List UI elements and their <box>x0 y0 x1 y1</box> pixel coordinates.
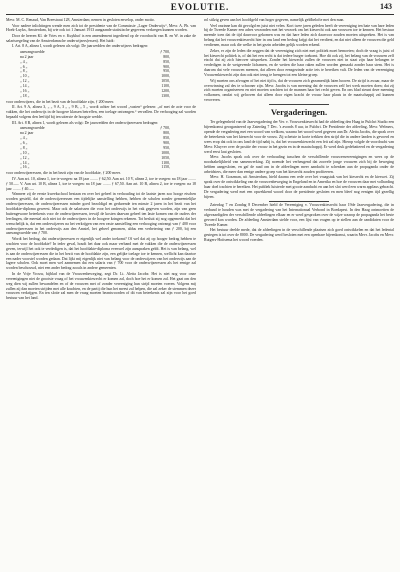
row-value: 1300, <box>161 93 170 98</box>
paragraph: IV. Aan art. 10, alinea 1, toe te voegen: na 18 jaar ........ ƒ 62,50. Aan art. 10 V, alinea 2, toe te voegen: na 18 jaar ........ ƒ 50.—. V. Aan art. 10 B, alinea 1, toe te voegen: na 18 jaar ........ ƒ 67,50. Aan art. 10 B, alinea 2, toe te voegen: na 18 jaar ........ ƒ 40.—. <box>6 176 196 191</box>
row-value: 900, <box>163 64 170 69</box>
row-label: „ 14 „ <box>20 160 30 165</box>
paragraph: voor onderwijzeressen, die in het bezit zijn van de hoofdakte, ƒ 200 meer. <box>6 171 121 176</box>
paragraph: voor onderwijzers, die in het bezit van de hoofdakte zijn, ƒ 200 meer. <box>6 99 114 104</box>
paragraph: Zaterdag 7 en Zondag 8 December hield de Vereeniging v. Vrouwenkiesrecht haar 19de Jaarvergadering, die in verband te houden was met de vergadering van het Internationaal Verbond in Boedapest. In den Haag ontmoetten de afgevaardigden der verschillende afdeelingen elkaar en er werd gesproken over de wijze waarop de propaganda het beste gevoerd kon worden. De afdeeling Amsterdam stelde voor, een lijst van vragen op te stellen aan de candidaten voor de Tweede Kamer. <box>204 202 394 227</box>
paragraph: Mevr. H. Gozzman, uit Amsterdam, hield daarna een rede over het vraagstuk van het kiesrecht en de kieswet. Zij sprak over de ontwikkeling van de vrouwenbeweging in Engeland en in Amerika en hoe de vrouwen daar met volharding haar doel trachten te bereiken. Het publiek luisterde met groote aandacht en aan het slot werd een warm applaus gebracht. De vergadering werd met een opwekkend woord door de presidente gesloten en men bleef nog eenigen tijd gezellig bijeen. <box>204 175 394 199</box>
paragraph: Veel onzinne kan dit gevolgd en juist niet velen. Kort twee jaren geleden heeft de vereeniging ten bate van hare leden bij de Tweede Kamer een adres verzonden met het verzoek om het kiesrecht ook aan vrouwen toe te kennen. Het bestuur meende toen dat de tijd daarvoor gekomen was en dat hare leden zich daarvoor zouden moeten uitspreken. Het is van belang dat het vrouwenkiesrecht hier in ons land een bedrag krijgt dat het verdient, en dat niet alleen de vrouwen die geld verdienen, maar ook die welke in het gezin arbeiden gelijk worden erkend. <box>204 23 394 48</box>
row-value: 1150, <box>161 165 170 170</box>
row-value: 850, <box>163 136 170 140</box>
row-value: 1000, <box>161 150 170 155</box>
paragraph: Ter gelegenheid van de Jaarvergadering der Ver. v. Vrouwenkiesrecht had de afdeeling den Haag in Pulchri Studio een bijeenkomst georganiseerd op Zaterdag 7 Dec. 's avonds 8 uur, in Pulchri. De Presidente der afdeeling, Mevr. Welmers, opende de vergadering met een woord van welkom, waarna het woord werd gegeven aan Dr. Aletta Jacobs, die sprak over de beteekenis van het kiesrecht voor de vrouw. Zij schetste in korte trekken den strijd die in andere landen is gevoerd en wees erop dat ook in ons land de tijd nabij is, dat het vrouwenkiesrecht een feit zal zijn. Hierop volgde de voordracht van Mevr. Kluyver over de positie der vrouw in het gezin en in de maatschappij. Er werd druk gedebatteerd en de vergadering werd eerst laat gesloten. <box>204 120 394 154</box>
left-column <box>6 18 196 570</box>
row-label: „ 8 „ <box>20 69 28 74</box>
page-number: 143 <box>380 2 392 11</box>
paragraph: Wordt het bedrag, dat onderwijzeressen er eigenlijk wel ander toekomt? Of wel dat zij op hooger bedrag hebben te wachten voor de hoofdakte? In ieder geval, houdt het daar ook maar verband met de vakken die de onderwijzeressen geven, terwijl het ook te verdedigen is, dat het hoofdakte-diploma evenwel zijn aanspraken geldt. Het is van belang, wel is aan de onderwijzeressen die in het bezit van de hoofdakte zijn, een gelijke toelage toe te kennen, wellicht kan daartoe een nader voorstel worden gedaan. Dat lijkt mij eigenlijk niet van belang voor de onderwijzers van het onderwijs aan de lagere scholen. Ook moet men wel aannemen dat een salaris van ƒ 700 voor de onderwijzeressen als het eenige zal worden beschouwd, niet een ander bedrag zooals in andere gemeenten. <box>6 236 196 271</box>
salary-table-onderwijzers <box>20 50 170 99</box>
paragraph: Het bestuur deelde mede, dat de afdeelingen in de verschillende plaatsen zich goed ontwikkelen en dat het ledental gestegen is tot over de 8000. De vergadering werd besloten met een openbare bijeenkomst, waarin Mevr. Jacobs en Mevr. Rutgers-Hoitsema het woord voerden. <box>204 228 394 242</box>
row-label: „ 12 „ <box>20 79 30 84</box>
section-heading: Vergaderingen. <box>270 107 328 118</box>
section-divider <box>269 104 329 105</box>
row-value: 1100, <box>161 84 170 89</box>
row-label: „ 14 „ <box>20 84 30 89</box>
paragraph: rol stilzig geven aan het hoofdgeld van hoger gegeven, namelijk geldbelofte met den man. <box>204 18 345 22</box>
row-label: „ 10 „ <box>20 150 30 155</box>
row-value: 950, <box>163 69 170 74</box>
section-divider <box>269 201 329 202</box>
row-label: „ 18 „ <box>20 93 30 98</box>
paragraph: In de Vrije Vrouw, bijblad van de Vrouwenbeweging, zegt Dr. Lt. Aletta Jacobs: Het is niet nog voor onze vereenigingen niet de grootste vraag of het vrouwenkiesrecht er komen zal, doch hoe het er komen zal. Het gaat om den weg dien wij zullen bewandelen en of de vrouwen met of zonder vereeniging hun strijd moeten voeren. Volgens mij zullen zij dan moeten strijden met alle krachten, en de partij die hun het meest zal helpen, die zal zeker de stemmen dezer vrouwen verkrijgen. En ten slotte zal men de vraag moeten beantwoorden of dit van beteekenis zal zijn voor het goed bestuur van het land. <box>6 271 196 301</box>
row-label: „ 16 „ <box>20 89 30 94</box>
text-columns <box>6 18 394 570</box>
row-label: „ 12 „ <box>20 155 30 160</box>
running-header <box>6 2 394 15</box>
row-value: 1050, <box>161 79 170 84</box>
paragraph: III. Art. 8 B, alinea 1, wordt gelezen als volgt: De jaarwedden der onderwijzeressen bedragen: <box>12 120 159 125</box>
paragraph: Wij moeten ons afvragen of het niet tijd is, dat de vrouwen zich gezamenlijk laten hooren. De strijd is zwaar, maar de overwinning zal des te schooner zijn. Mevr. Jacobs is van meening dat de vrouwen zelf het werk moeten doen; dat zij zich moeten organiseeren en niet moeten wachten tot de mannen haar het recht geven. En ons blad steunt deze meening volkomen, omdat wij gelooven dat alleen door eigen kracht de vrouw haar plaats in de maatschappij zal kunnen veroveren. <box>204 78 394 103</box>
row-value: 1050, <box>161 155 170 160</box>
row-label: „ 16 „ <box>20 165 30 170</box>
paragraph: Zeker, er zijn de leden die zeggen dat de vereeniging zich niet met politiek moet bemoeien; doch de vraag is juist of het kiesrecht politiek is, of dat het een recht is dat iedere burger toekomt. Hoe dit ook zij, het belang van de vrouwen zelf eischt dat zij zich hierover uitspreken. Zonder het kiesrecht zullen de vrouwen niet in staat zijn haar belangen te verdedigen in de wetgevende lichamen, en de wetten die haar raken zullen worden gemaakt zonder haar stem. Het is daarom dat vele vrouwen meenen, dat alleen door eensgezinde actie iets te bereiken valt. De leden van de vereeniging Vrouwenkiesrecht zijn dan ook niet terug te brengen tot een kleine groep. <box>204 48 394 78</box>
row-value: 1100, <box>161 160 170 165</box>
row-value: 950, <box>163 145 170 150</box>
row-label: „ 10 „ <box>20 74 30 79</box>
salary-table-onderwijzeressen <box>20 126 170 170</box>
row-value: 800, <box>163 131 170 136</box>
paragraph: Mevr. M. C. Renaud, Van Breestraat 128, Amsterdam; nemen in gesloten envelop, onder motto. <box>6 18 155 22</box>
row-label: „ 6 „ <box>20 64 28 69</box>
row-value: ƒ 700, <box>160 49 170 54</box>
row-label: aanvangswedde <box>20 49 45 54</box>
paragraph: II. Art. 9 A, alinea 3, „ „ 9 A, 3 „ „ 9 B, „ 5 „ wordt achter het woord „vasten“ gelezen: „of met de acte voor de vakken, die het onderwijs in de hoogere klassen betreffen, een toelage ontvangen.“ vervallen. De verhooging zal worden bepaald volgens den leeftijd bij ten uiterste de hoogste wedde. <box>6 105 196 120</box>
paragraph: I. Art. 8 A, alinea I, wordt gelezen als volgt: De jaarwedden der onderwijzers bedragen: <box>12 44 149 49</box>
row-label: na 2 jaar <box>20 54 34 59</box>
table-row <box>20 94 170 99</box>
row-value: 900, <box>163 140 170 145</box>
table-row <box>20 165 170 170</box>
row-value: 850, <box>163 59 170 64</box>
row-label: aanvangswedde <box>20 126 45 131</box>
paragraph: Voor nadere inlichtingen wende men zich tot de presidente van de Commissie „Lager Onderwijs“, Mevr. A. Ph. van Hoek-Luykx, Amsterdam, bij wie ook tot 1 Januari 1913 aangaande statistische gegevens verkregen kunnen worden. <box>6 23 196 33</box>
paragraph: Door de heeren Kl. de Vries en v. Kuykhof is een amendement ingediend op de voordracht van B. en W. in zake de salarisregeling van de Amsterdamsche onderwijzers(essen). Het luidt: <box>6 33 196 43</box>
paragraph: Wanneer zij de eerste kweekschool bestaan en over het geheel in verhouding tot de laatste jaren zoo hooge eischen worden gesteld, dat de onderwijzeressen een tijdelijke aanstelling hebben, hebben de scholen zonder gemeentelijke onderwijzeressen, de onderwijzeressen minder goed bezoldigd en gedurende ten minste 2 jaren in het bezit van het hoofdakte-diploma geweest. Maar ook de salarissen die voor het onderwijs in het vak gegeven worden, zijn van geen buitengewone beteekenis voor de onderwijzeressen, terwijl de kosten daarvan geheel ten laste komen van de ouders der leerlingen, die meestal zich niet tot de onderwijzers in de hoogere kringen rekenen. Tot besluit zij nog opgemerkt dat het wenschelijk is, dat een onderwijzeres na het verkrijgen van een vaste aanstelling een verhooging ontvangt van ƒ 400 voor onderwijzeressen in het onderwijs aan den Amstel, het geheel genomen, aldus een verbetering van ƒ 200, bij een aanvangswedde van ƒ 700. <box>6 192 196 236</box>
row-label: „ 8 „ <box>20 145 28 150</box>
row-label: „ 4 „ <box>20 136 28 140</box>
row-value: 1200, <box>161 89 170 94</box>
row-value: 800, <box>163 54 170 59</box>
right-column <box>204 18 394 570</box>
row-label: „ 6 „ <box>20 140 28 145</box>
journal-title: EVOLUTIE. <box>170 2 230 12</box>
paragraph: Mevr. Jacobs sprak ook over de verhouding tusschen de verschillende vrouwenvereenigingen en wees op de noodzakelijkheid van samenwerking. Zij noemde het verheugend dat zoovele jonge vrouwen zich bij de beweging hebben aangesloten, en gaf de raad om in de afdeelingen meer aandacht te schenken aan de propaganda onder de arbeidsters, die meer dan eenige andere groep van het kiesrecht zouden profiteeren. <box>204 155 394 174</box>
row-label: na 2 jaar <box>20 131 34 136</box>
row-value: 1000, <box>161 74 170 79</box>
row-label: „ 4 „ <box>20 59 28 64</box>
row-value: ƒ 700, <box>160 126 170 131</box>
